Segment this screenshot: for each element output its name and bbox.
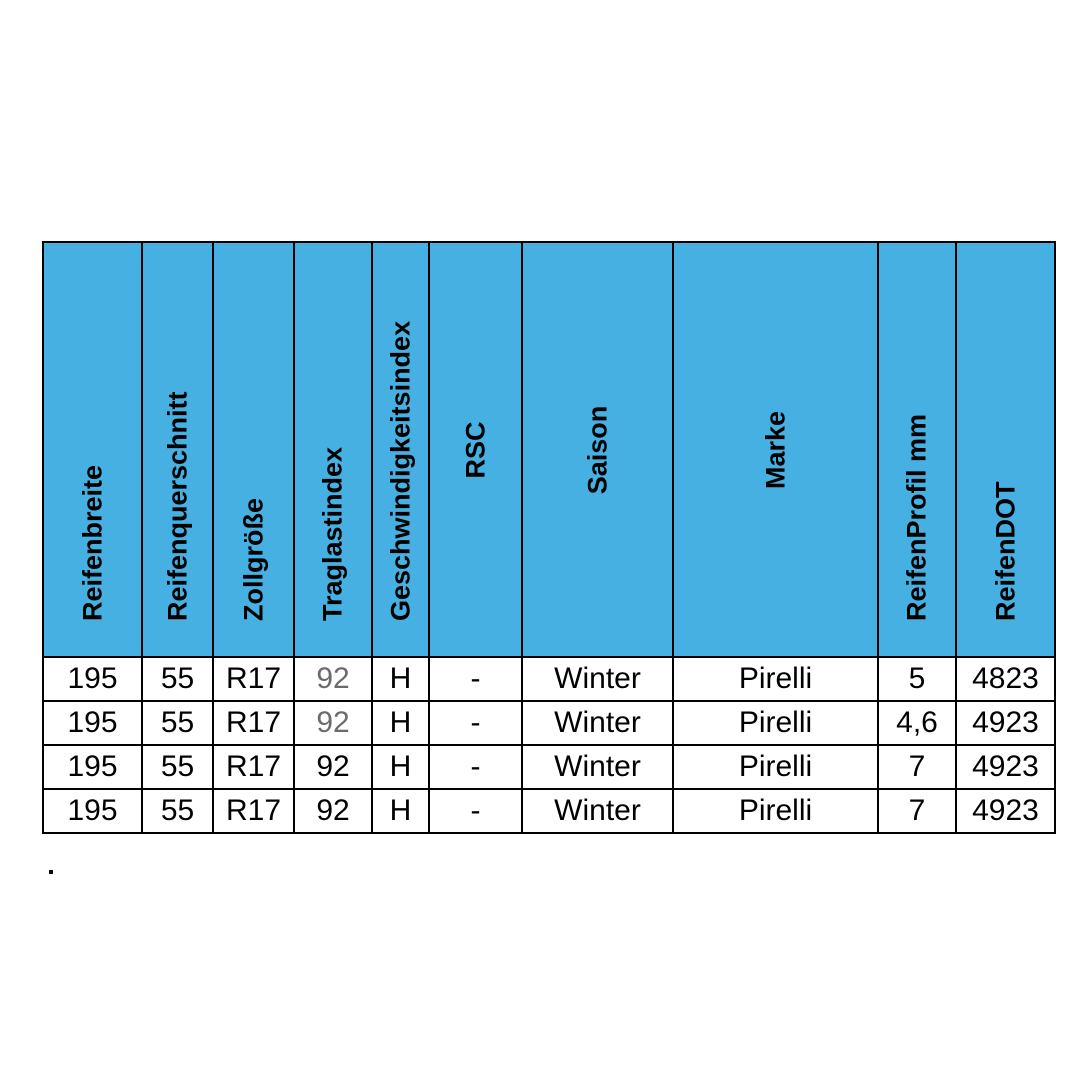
header-label: RSC xyxy=(460,420,490,479)
header-reifenprofil xyxy=(878,242,956,657)
header-rsc xyxy=(429,242,522,657)
table-row xyxy=(43,789,1055,833)
cell-geschwindigkeitsindex: H xyxy=(372,789,429,833)
cell-reifenprofil: 7 xyxy=(878,789,956,833)
cell-reifenquerschnitt: 55 xyxy=(142,789,213,833)
cell-reifenprofil: 5 xyxy=(878,657,956,701)
cell-traglastindex: 92 xyxy=(294,701,372,745)
table-row xyxy=(43,657,1055,701)
header-reifenquerschnitt xyxy=(142,242,213,657)
cell-rsc: - xyxy=(429,745,522,789)
cell-traglastindex: 92 xyxy=(294,789,372,833)
header-label: ReifenDOT xyxy=(990,481,1020,621)
cell-geschwindigkeitsindex: H xyxy=(372,701,429,745)
cell-reifenbreite: 195 xyxy=(43,657,142,701)
header-geschwindigkeitsindex xyxy=(372,242,429,657)
cell-reifenquerschnitt: 55 xyxy=(142,657,213,701)
cell-geschwindigkeitsindex: H xyxy=(372,657,429,701)
stray-dot-mark xyxy=(49,870,53,874)
cell-reifenquerschnitt: 55 xyxy=(142,745,213,789)
cell-reifenquerschnitt: 55 xyxy=(142,701,213,745)
cell-saison: Winter xyxy=(522,657,673,701)
cell-marke: Pirelli xyxy=(673,657,878,701)
cell-traglastindex: 92 xyxy=(294,745,372,789)
cell-zollgroesse: R17 xyxy=(213,657,294,701)
header-reifenbreite xyxy=(43,242,142,657)
header-traglastindex xyxy=(294,242,372,657)
header-reifendot xyxy=(956,242,1055,657)
header-label: Marke xyxy=(760,410,790,489)
cell-reifendot: 4923 xyxy=(956,701,1055,745)
header-label: Traglastindex xyxy=(317,446,348,621)
header-label: Reifenquerschnitt xyxy=(162,391,192,621)
cell-traglastindex: 92 xyxy=(294,657,372,701)
table-row xyxy=(43,745,1055,789)
header-label: Geschwindigkeitsindex xyxy=(385,320,415,621)
header-label: Saison xyxy=(582,405,612,494)
cell-saison: Winter xyxy=(522,745,673,789)
table-row xyxy=(43,701,1055,745)
cell-zollgroesse: R17 xyxy=(213,789,294,833)
cell-rsc: - xyxy=(429,789,522,833)
cell-rsc: - xyxy=(429,701,522,745)
cell-saison: Winter xyxy=(522,701,673,745)
table-header xyxy=(43,242,1055,657)
cell-marke: Pirelli xyxy=(673,745,878,789)
cell-reifenbreite: 195 xyxy=(43,789,142,833)
cell-reifendot: 4923 xyxy=(956,789,1055,833)
header-zollgroesse xyxy=(213,242,294,657)
header-row xyxy=(43,242,1055,657)
header-label: Zollgröße xyxy=(238,498,268,621)
cell-reifendot: 4923 xyxy=(956,745,1055,789)
header-marke xyxy=(673,242,878,657)
cell-rsc: - xyxy=(429,657,522,701)
cell-zollgroesse: R17 xyxy=(213,745,294,789)
cell-geschwindigkeitsindex: H xyxy=(372,745,429,789)
cell-zollgroesse: R17 xyxy=(213,701,294,745)
tire-table xyxy=(42,241,1056,834)
cell-reifenprofil: 7 xyxy=(878,745,956,789)
cell-saison: Winter xyxy=(522,789,673,833)
header-label: ReifenProfil mm xyxy=(901,413,932,621)
cell-reifenbreite: 195 xyxy=(43,701,142,745)
cell-reifenprofil: 4,6 xyxy=(878,701,956,745)
cell-reifenbreite: 195 xyxy=(43,745,142,789)
header-label: Reifenbreite xyxy=(77,464,107,621)
cell-marke: Pirelli xyxy=(673,789,878,833)
header-saison xyxy=(522,242,673,657)
table-body xyxy=(43,657,1055,833)
cell-reifendot: 4823 xyxy=(956,657,1055,701)
cell-marke: Pirelli xyxy=(673,701,878,745)
